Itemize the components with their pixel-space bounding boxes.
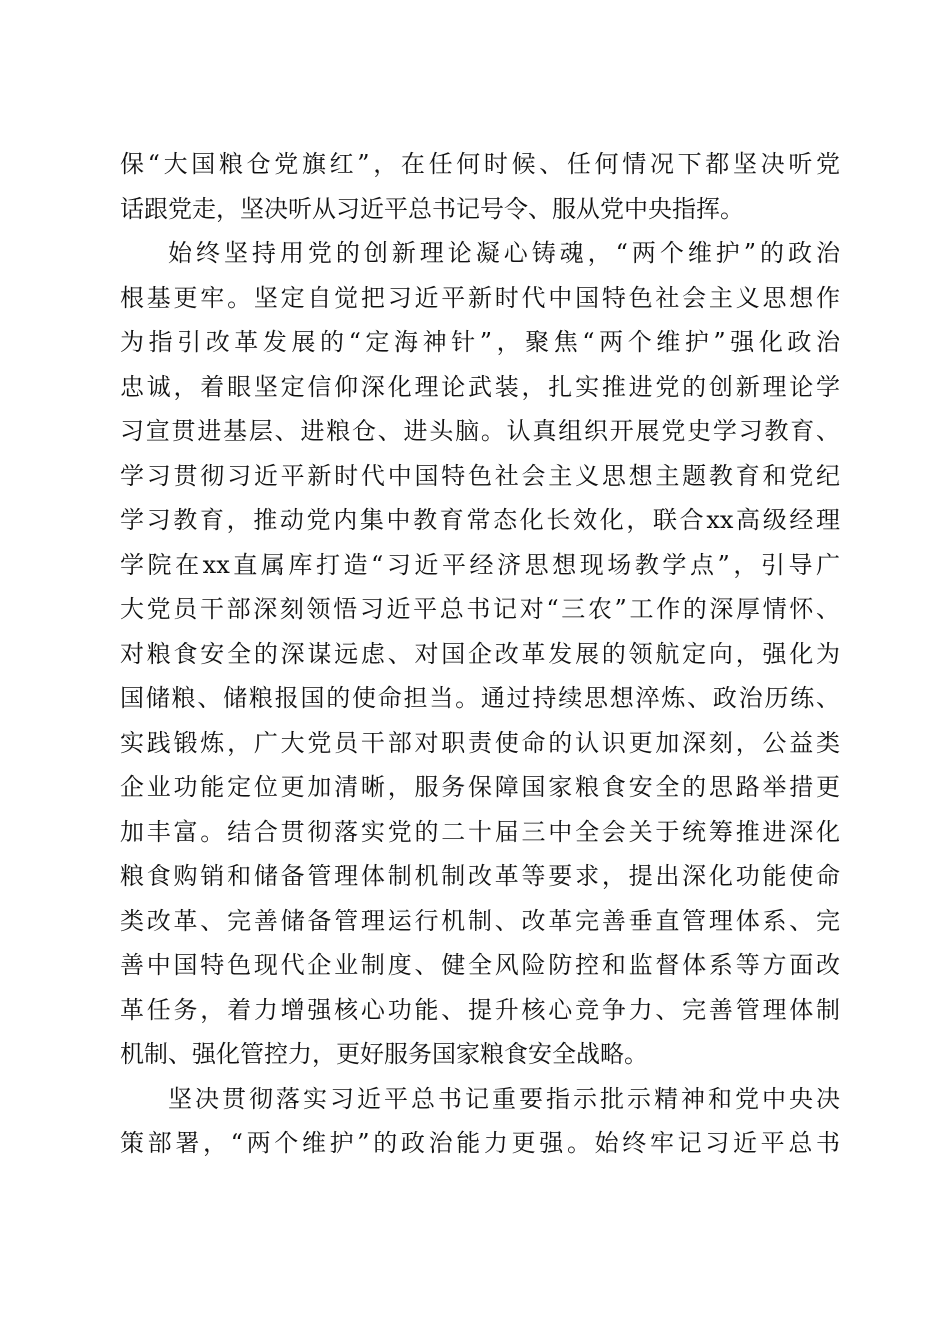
text-line: 学习贯彻习近平新时代中国特色社会主义思想主题教育和党纪 (120, 461, 840, 490)
text-line: 学习教育，推动党内集中教育常态化长效化，联合xx高级经理 (120, 506, 840, 534)
text-line: 话跟党走，坚决听从习近平总书记号令、服从党中央指挥。 (120, 194, 744, 223)
text-line: 加丰富。结合贯彻落实党的二十届三中全会关于统筹推进深化 (120, 817, 840, 846)
text-line: 机制、强化管控力，更好服务国家粮食安全战略。 (120, 1040, 648, 1068)
text-line: 粮食购销和储备管理体制机制改革等要求，提出深化功能使命 (120, 862, 840, 890)
text-line: 大党员干部深刻领悟习近平总书记对“三农”工作的深厚情怀、 (120, 595, 840, 623)
text-line: 坚决贯彻落实习近平总书记重要指示批示精神和党中央决 (168, 1084, 840, 1113)
text-line: 企业功能定位更加清晰，服务保障国家粮食安全的思路举措更 (120, 773, 840, 801)
text-line: 革任务，着力增强核心功能、提升核心竞争力、完善管理体制 (120, 995, 840, 1024)
text-line: 为指引改革发展的“定海神针”，聚焦“两个维护”强化政治 (120, 328, 840, 356)
text-line: 善中国特色现代企业制度、健全风险防控和监督体系等方面改 (120, 951, 840, 979)
text-line: 保“大国粮仓党旗红”，在任何时候、任何情况下都坚决听党 (120, 150, 840, 178)
text-line: 策部署，“两个维护”的政治能力更强。始终牢记习近平总书 (120, 1129, 840, 1157)
text-line: 学院在xx直属库打造“习近平经济思想现场教学点”，引导广 (120, 550, 840, 579)
text-line: 始终坚持用党的创新理论凝心铸魂，“两个维护”的政治 (168, 239, 840, 267)
text-line: 根基更牢。坚定自觉把习近平新时代中国特色社会主义思想作 (120, 283, 840, 312)
paragraph-3 (120, 1077, 840, 1166)
text-line: 国储粮、储粮报国的使命担当。通过持续思想淬炼、政治历练、 (120, 684, 840, 712)
text-line: 忠诚，着眼坚定信仰深化理论武装，扎实推进党的创新理论学 (120, 372, 840, 401)
paragraph-1 (120, 142, 840, 231)
text-line: 习宣贯进基层、进粮仓、进头脑。认真组织开展党史学习教育、 (120, 417, 840, 445)
text-line: 对粮食安全的深谋远虑、对国企改革发展的领航定向，强化为 (120, 639, 840, 668)
text-line: 实践锻炼，广大党员干部对职责使命的认识更加深刻，公益类 (120, 728, 840, 757)
text-line: 类改革、完善储备管理运行机制、改革完善垂直管理体系、完 (120, 906, 840, 935)
paragraph-2 (120, 231, 840, 1077)
body-text (120, 142, 840, 1166)
